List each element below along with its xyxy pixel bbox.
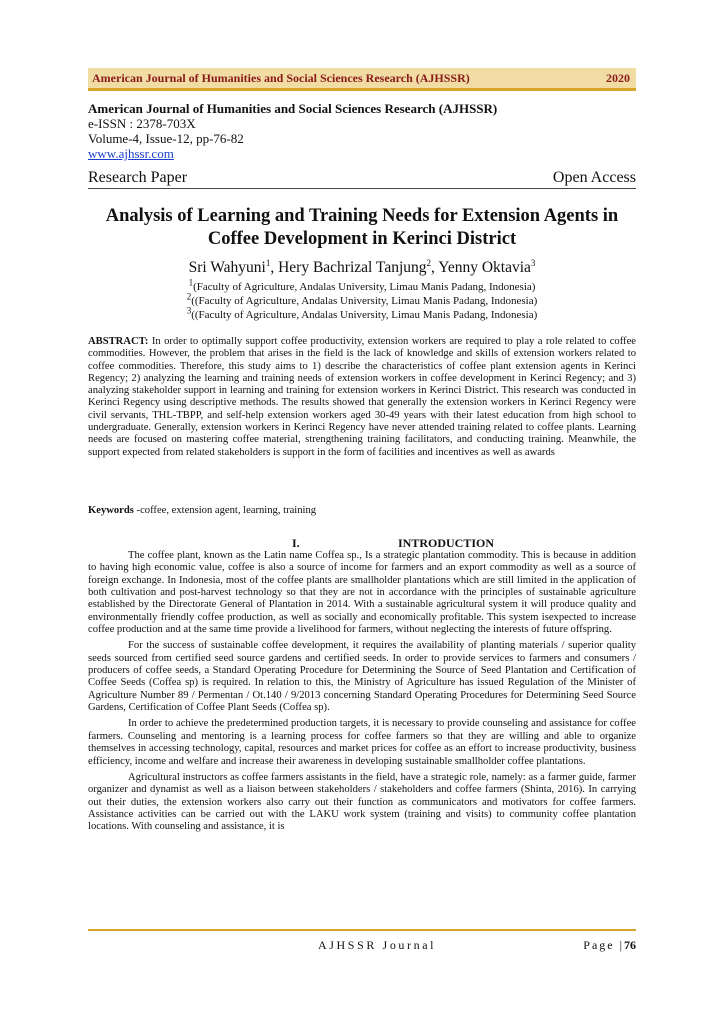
author-2-sup: 2 [426, 257, 432, 268]
author-1: Sri Wahyuni [188, 259, 266, 276]
paragraph: Agricultural instructors as coffee farmers assistants in the field, have a strategic role, namely: as a farmer guide, farmer organizer and dynamist as well as a liaison between stakeholders / stakeholders and coffee farmers (Shinta, 2016). In carrying out their duties, the extension workers also carry out their function as communicators and motivators for coffee farmers. Assistance activities can be carried out with the LAKU work system (training and visits) to community coffee plantation locations. With counseling and assistance, it is [88, 771, 636, 833]
title-line-2: Coffee Development in Kerinci District [207, 229, 517, 249]
affiliations [88, 277, 636, 322]
paper-title [88, 205, 636, 251]
article-meta [88, 101, 636, 161]
keywords-label: Keywords [88, 505, 134, 516]
title-line-1: Analysis of Learning and Training Needs for Extension Agents in [105, 206, 619, 226]
page-number: Page |76 [583, 938, 636, 952]
body-text [88, 550, 636, 838]
paper-type: Research Paper [88, 169, 188, 186]
section-number: I. [292, 536, 300, 550]
keywords [88, 505, 636, 517]
affiliation-1: $^1$(Faculty of Agriculture, Andalas University, Limau Manis Padang, Indonesia) [188, 277, 536, 293]
abstract-label: ABSTRACT: [88, 336, 149, 347]
abstract [88, 336, 636, 459]
author-3-sup: 3 [530, 257, 536, 268]
paragraph: For the success of sustainable coffee development, it requires the availability of planting materials / superior quality seeds sourced from certified seed source gardens and certified seeds. In order to provide services to farmers and consumers / producers of coffee seeds, a Standard Operating Procedure for Determining the Source of Seed Plantation and Certification of Coffee Seeds (Coffea sp) is required. In relation to this, the Ministry of Agriculture has issued Regulation of the Minister of Agriculture Number 89 / Permentan / Ot.140 / 9/2013 concerning Standard Operating Procedures for Determining Seed Source Gardens, Certification of Coffee Plant Seeds (Coffea sp). [88, 640, 636, 714]
author-3: , Yenny Oktavia [431, 259, 531, 276]
paragraph: In order to achieve the predetermined production targets, it is necessary to provide counseling and assistance for coffee farmers. Counseling and mentoring is a learning process for coffee farmers so that they are willing and able to organize themselves in accessing technology, capital, resources and market prices for coffee as an effort to increase productivity, business efficiency, income and welfare and increase their awareness in developing sustainable smallholder coffee plantations. [88, 718, 636, 767]
paper-type-row [88, 168, 636, 189]
keywords-text: -coffee, extension agent, learning, training [133, 505, 317, 516]
page-footer [88, 938, 636, 954]
meta-volume: Volume-4, Issue-12, pp-76-82 [88, 131, 244, 146]
author-list [88, 259, 636, 277]
affiliation-3: $^3$((Faculty of Agriculture, Andalas University, Limau Manis Padang, Indonesia) [186, 305, 538, 321]
author-1-sup: 1 [265, 257, 271, 268]
footer-rule [88, 929, 636, 931]
footer-journal: AJHSSR Journal [318, 938, 437, 952]
running-header-journal: American Journal of Humanities and Social Sciences Research (AJHSSR) [92, 70, 470, 85]
section-title: INTRODUCTION [398, 536, 495, 550]
journal-link[interactable]: www.ajhssr.com [88, 146, 174, 161]
paragraph: The coffee plant, known as the Latin name Coffea sp., Is a strategic plantation commodity. This is because in addition to having high economic value, coffee is also a source of income for farmers and an export commodity as well as a source of foreign exchange. In Indonesia, most of the coffee plants are smallholder plantations which are still limited in the application of both cultivation and post-harvest technology so that they are not in accordance with the principles of sustainable agriculture established by the Directorate General of Plantation in 2014. With a sustainable agricultural system it will produce quality and environmentally friendly coffee production, as well as socially and economically profitable. This system isexpected to increase coffee production and at the same time provide a livelihood for farmers, without neglecting the interests of future offspring. [88, 550, 636, 636]
meta-issn: e-ISSN : 2378-703X [88, 116, 196, 131]
affiliation-2: $^2$((Faculty of Agriculture, Andalas University, Limau Manis Padang, Indonesia) [186, 291, 538, 307]
author-2: , Hery Bachrizal Tanjung [270, 259, 427, 276]
access-type: Open Access [552, 169, 636, 186]
abstract-text: In order to optimally support coffee productivity, extension workers are required to play a role related to coffee commodities. However, the problem that arises in the field is the lack of knowledge and skills of extension workers related to coffee commodities. Therefore, this study aims to 1) describe the characteristics of coffee plant extension agents in Kerinci Regency; 2) analyzing the learning and training needs of extension workers in coffee development in Kerinci Regency; and 3) analyzing stakeholder support in learning and training for extension workers in Kerinci District. This research was conducted in Kerinci Regency using descriptive methods. The results showed that generally the extension workers in Kerinci Regency were civil servants, THL-TBPP, and self-help extension workers aged 30-49 years with their latest education from high school to undergraduate. Generally, extension workers in Kerinci Regency have never attended training related to coffee plants. Learning needs are focused on mastering coffee material, strengthening training facilitators, and conducting training. Meanwhile, the support expected from related stakeholders is support in the form of facilities and incentives as well as awards [88, 336, 636, 458]
running-header-year: 2020 [606, 70, 630, 85]
running-header [88, 68, 636, 88]
meta-journal: American Journal of Humanities and Social Sciences Research (AJHSSR) [88, 101, 498, 116]
header-rule [88, 88, 636, 91]
